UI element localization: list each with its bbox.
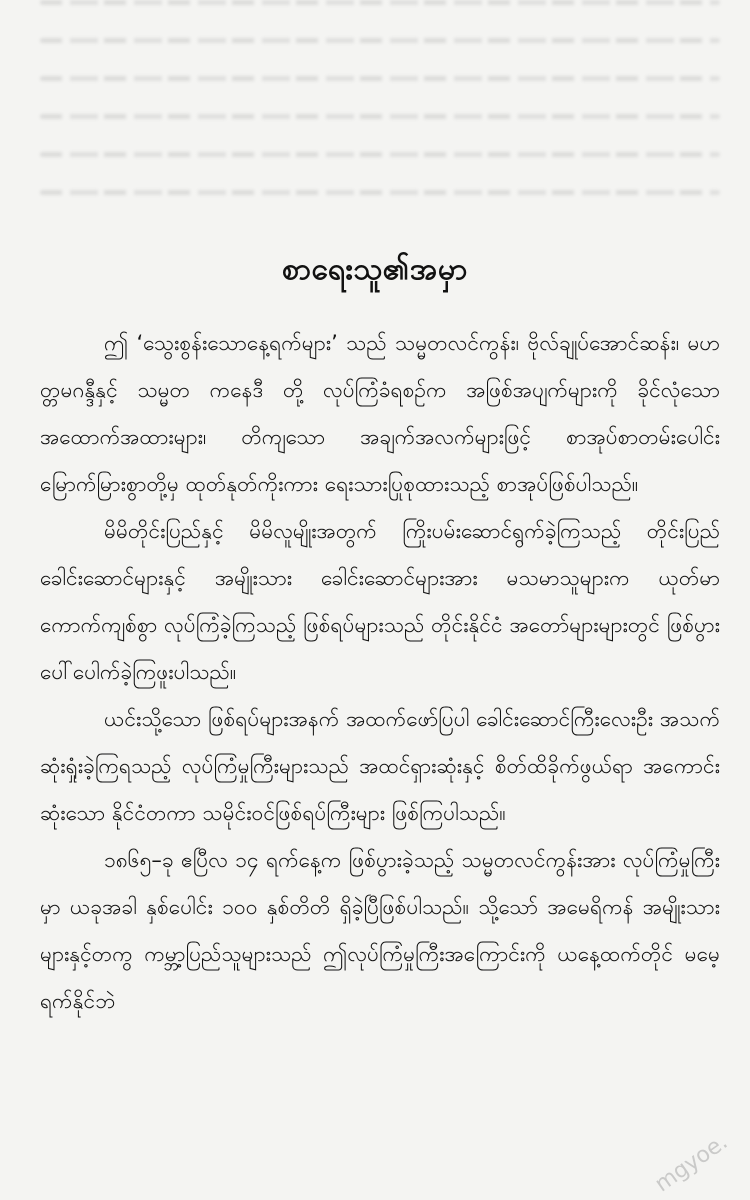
paragraph-2: မိမိတိုင်းပြည်နှင့် မိမိလူမျိုးအတွက် ကြိုးပမ်းဆောင်ရွက်ခဲ့ကြသည့် တိုင်းပြည်ခေါင်းဆောင်များနှင့် အမျိုးသား ခေါင်းဆောင်များအား မသမာသူများက ယုတ်မာကောက်ကျစ်စွာ လုပ်ကြံခဲ့ကြသည့် ဖြစ်ရပ်များသည် တိုင်းနိုင်ငံ အတော်များများတွင် ဖြစ်ပွားပေါ်ပေါက်ခဲ့ကြဖူးပါသည်။	[40, 519, 720, 684]
paragraph-4: ၁၈၆၅–ခု ဧပြီလ ၁၄ ရက်နေ့က ဖြစ်ပွားခဲ့သည့် သမ္မတလင်ကွန်းအား လုပ်ကြံမှုကြီးမှာ ယခုအခါ နှစ်ပေါင်း ၁၀၀ နှစ်တိတိ ရှိခဲ့ပြီဖြစ်ပါသည်။ သို့သော် အမေရိကန် အမျိုးသားများနှင့်တကွ ကမ္ဘာ့ပြည်သူများသည် ဤလုပ်ကြံမှုကြီးအကြောင်းကို ယနေ့ထက်တိုင် မမေ့ရက်နိုင်ဘဲ	[40, 848, 720, 1013]
page-title: စာရေးသူ၏အမှာ	[281, 252, 469, 287]
paragraph-3: ယင်းသို့သော ဖြစ်ရပ်များအနက် အထက်ဖော်ပြပါ ခေါင်းဆောင်ကြီးလေးဦး အသက်ဆုံးရှုံးခဲ့ကြရသည့် လုပ်ကြံမှုကြီးများသည် အထင်ရှားဆုံးနှင့် စိတ်ထိခိုက်ဖွယ်ရာ အကောင်းဆုံးသော နိုင်ငံတကာ သမိုင်းဝင်ဖြစ်ရပ်ကြီးများ ဖြစ်ကြပါသည်။	[40, 707, 720, 825]
body-text	[40, 320, 720, 1025]
reverse-side-show-through	[40, 0, 720, 250]
paragraph-1: ဤ ‘သွေးစွန်းသောနေ့ရက်များ’ သည် သမ္မတလင်ကွန်း၊ ဗိုလ်ချုပ်အောင်ဆန်း၊ မဟတ္တမဂန္ဒီနှင့် သမ္မတ ကနေဒီ တို့ လုပ်ကြံခံရစဉ်က အဖြစ်အပျက်များကို ခိုင်လုံသော အထောက်အထားများ၊ တိကျသော အချက်အလက်များဖြင့် စာအုပ်စာတမ်းပေါင်း မြောက်မြားစွာတို့မှ ထုတ်နုတ်ကိုးကား ရေးသားပြုစုထားသည့် စာအုပ်ဖြစ်ပါသည်။	[40, 331, 720, 496]
watermark: mgyoe.	[650, 1129, 732, 1198]
